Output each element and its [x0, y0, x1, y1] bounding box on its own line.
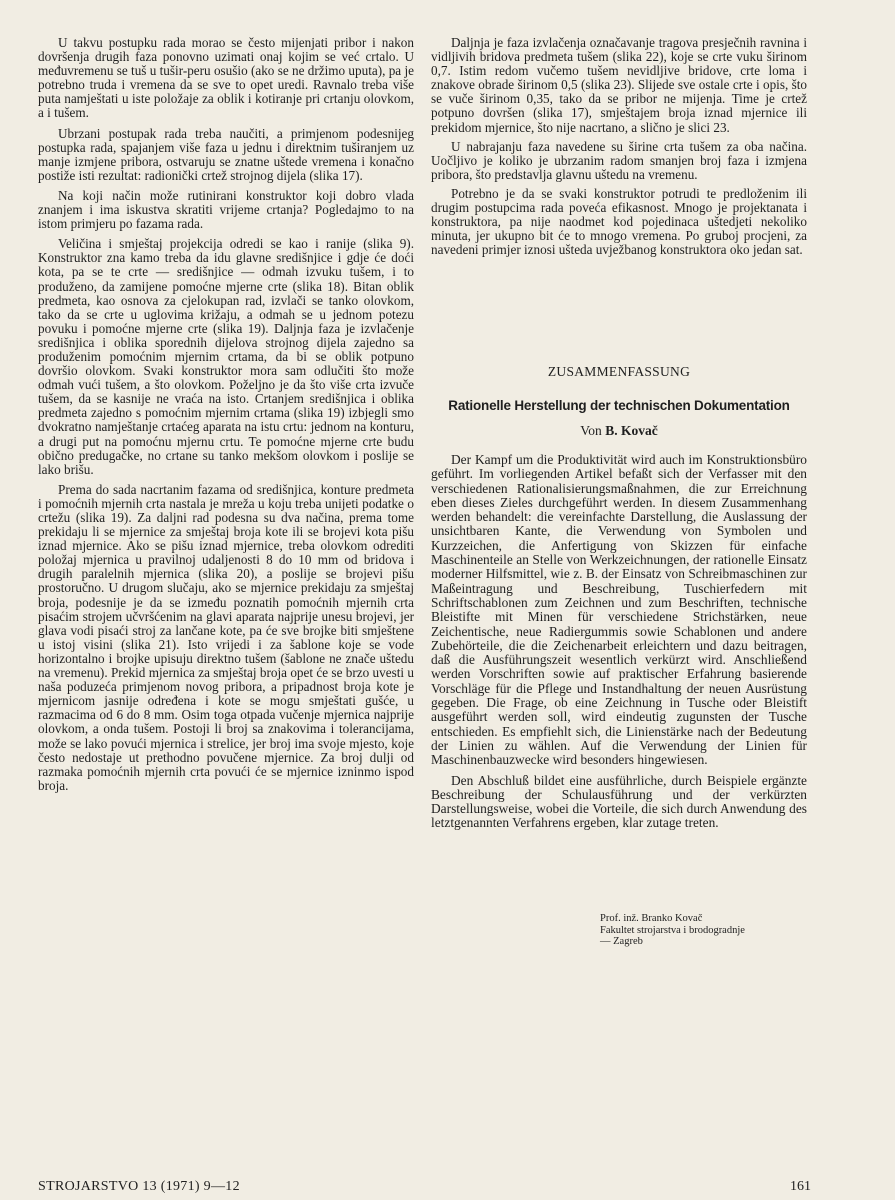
body-paragraph: Ubrzani postupak rada treba naučiti, a primjenom podesnijeg postupka rada, spajanjem više faza u jednu i direktnim tuširanjem uz manje izmjene pribora, ostvaruju se znatne uštede vremena i konačno postiže isti rezultat: radionički crtež strojnog dijela (slika 17).	[38, 125, 414, 183]
body-paragraph: Na koji način može rutinirani konstruktor koji dobro vlada znanjem i ima iskustva skratiti vrijeme crtanja? Pogledajmo to na istom primjeru po fazama rada.	[38, 187, 414, 232]
author-prefix: Von	[580, 423, 602, 438]
summary-author	[431, 423, 807, 439]
signature-city: — Zagreb	[600, 936, 643, 947]
body-paragraph: Prema do sada nacrtanim fazama od središnjica, konture predmeta i pomoćnih mjernih crta nastala je mreža u koju treba unijeti podatke o crtežu (slika 19). Za daljni rad podesna su dva načina, prema tome prekidaju li se mjernice za smještaj broja kote ili se brojevi kota pišu iznad mjernice. Ako se pišu iznad mjernice, treba olovkom odrediti položaj mjernica u pravilnoj udaljenosti 8 do 10 mm od bridova i drugih paralelnih mjernica (slika 20), a poslije se brojevi pišu prostoručno. U drugom slučaju, ako se mjernice prekidaju za smještaj broja, podesnije je da se između poznatih pomoćnih mjernih crta pisaćim strojem učvršćenim na glavi aparata najprije unesu brojevi, jer glava vodi pisaći stroj za lančane kote, pa će sve brojke biti smještene u istoj visini (slika 21). Isto vrijedi i za šablone koje se vode horizontalno i brojke upisuju direktno tušem (šablone ne znače uštedu na vremenu). Prekid mjernica za smještaj broja opet će se brzo uvesti u naša poduzeća primjenom novog pribora, a pripadnost broja kote je mjernicom jasnije određena i kote se mogu smještati gušće, u razmacima od 6 do 8 mm. Osim toga otpada vučenje mjernica najprije olovkom, a onda tušem. Postoji li broj sa znakovima i tolerancijama, može se lako povući mjernica i strelice, jer broj ima svoje mjesto, koje često nedostaje ut prethodno povučene mjernice. Za broj dulji od razmaka pomoćnih mjernih crta povući će se mjernice izninmo ispod broja.	[38, 481, 414, 793]
author-name: B. Kovač	[605, 423, 658, 438]
left-column	[38, 36, 414, 799]
right-column	[431, 36, 807, 262]
body-paragraph: Veličina i smještaj projekcija odredi se kao i ranije (slika 9). Konstruktor zna kamo treba da idu glavne središnjice i gdje će doći kota, pa se te crte — središnjice — odmah izvuku tušem, i to produženo, da zamijene pomoćne mjerne crte (slika 18). Bitan oblik predmeta, kao osnova za cjelokupan rad, izvlači se tanko olovkom, tako da se crte u uglovima križaju, a odmah se u jednom potezu povuku i pomoćne mjerne crte (slika 19). Daljnja faza je izvlačenje središnjica i oblika sporednih dijelova strojnog dijela zajedno sa produženim pomoćnim mjernim crtama, da bi se oblik potpuno dovršio olovkom. Svaki konstruktor mora sam odlučiti što može odmah vući tušem, a što olovkom. Poželjno je da što više crta izvuče tušem, da se kasnije ne vraća na isto. Crtanjem središnjica i oblika predmeta zajedno s pomoćnim mjernim crtama (slika 19) izbjegli smo dvokratno namještanje crtaćeg aparata na istu crtu: jednom na konturu, a drugi put na pomoćnu mjernu crtu. Te pomoćne mjerne crte budu obično predugačke, no crtane su tanko mekšom olovkom i poslije se lako brišu.	[38, 236, 414, 477]
journal-citation: STROJARSTVO 13 (1971) 9—12	[38, 1179, 240, 1194]
summary-section	[431, 364, 807, 837]
summary-paragraph: Der Kampf um die Produktivität wird auch im Konstruktionsbüro geführt. Im vorliegenden Artikel befaßt sich der Verfasser mit den verschiedenen Rationalisierungsmaßnahmen, die zur Erreichnung eben dieses Zieles durchgeführt werden. In diesem Zusammenhang werden behandelt: die vereinfachte Darstellung, die Auslassung der unsichtbaren Kante, die Verwendung von Symbolen und Kurzzeichen, die Anfertigung von Skizzen für einfache Maschinenteile an Stelle von Werkzeichnungen, der rationelle Einsatz moderner Hilfsmittel, wie z. B. der Einsatz von Schreibmaschinen zur Maßeintragung und Beschreibung, Tuschierfedern mit Schriftschablonen zum Zeichnen und zum Beschriften, technische Bleistifte mit Minen für verschiedene Strichstärken, neue Zeichentische, neue Radiergummis sowie Schablonen und andere Zubehörteile, die die Zeichenarbeit erleichtern und dazu beitragen, daß die Ausführungszeit wesentlich verkürzt wird. Anschließend werden Vorschriften sowie auf praktischer Erfahrung basierende Vorschläge für die Pflege und Instandhaltung der neuen Ausrüstung gegeben. Die Frage, ob eine Zeichnung in Tusche oder Bleistift ausgeführt werden soll, wird eindeutig zugunsten der Tusche entschieden. Es empfiehlt sich, die Linienstärke nach der Bedeutung der Linien zu wählen. Auf die Verwendung der Linien für Maschinenbauzwecke wird besonders hingewiesen.	[431, 452, 807, 768]
page-number: 161	[790, 1179, 811, 1194]
summary-paragraph: Den Abschluß bildet eine ausführliche, durch Beispiele ergänzte Beschreibung der Schulausführung und der verkürzten Darstellungsweise, wobei die Vorteile, die sich durch Anwendung des letztgenannten Verfahrens ergeben, klar zutage treten.	[431, 772, 807, 831]
body-paragraph: U takvu postupku rada morao se često mijenjati pribor i nakon dovršenja drugih faza ponovno uzimati onaj kojim se već crtalo. U međuvremenu se tuš u tušir-peru osušio (ako se ne držimo uputa), pa je potrebno truda i vremena da se sve to opet uredi. Ravnalo treba više puta namještati u iste položaje za oblik i kotiranje pri crtanju olovkom, a i tušem.	[38, 35, 414, 121]
body-paragraph: Daljnja je faza izvlačenja označavanje tragova presječnih ravnina i vidljivih bridova predmeta tušem (slika 22), koje se crte vuku širinom 0,7. Istim redom vučemo tušem nevidljive bridove, crte loma i znakove obrade širinom 0,5 (slika 23). Slijede sve ostale crte i opis, što se vuče širinom 0,35, tako da se pribor ne mijenja. Time je crtež potpuno dovršen (slika 17), smještajem broja iznad mjernice ili prekidom mjernice, što nije nacrtano, a slično je slici 23.	[431, 35, 807, 135]
signature-name: Prof. inž. Branko Kovač	[600, 913, 703, 924]
signature-affiliation: Fakultet strojarstva i brodogradnje	[600, 924, 745, 936]
body-paragraph: U nabrajanju faza navedene su širine crta tušem za oba načina. Uočljivo je koliko je ubrzanim radom smanjen broj faza i izmjena pribora, što predstavlja glavnu uštedu na vremenu.	[431, 138, 807, 182]
author-signature	[600, 913, 810, 948]
body-paragraph: Potrebno je da se svaki konstruktor potrudi te predloženim ili drugim postupcima rada poveća efikasnost. Mnogo je projektanata i konstruktora, pa nije naodmet kod pojedinaca uštedjeti nekoliko minuta, jer ukupno bit će to mnogo vremena. Po gruboj procjeni, za navedeni primjer iznosi ušteda uvježbanog konstruktora oko jedan sat.	[431, 185, 807, 258]
summary-title: Rationelle Herstellung der technischen Dokumentation	[448, 398, 790, 413]
summary-heading: ZUSAMMENFASSUNG	[547, 364, 691, 379]
